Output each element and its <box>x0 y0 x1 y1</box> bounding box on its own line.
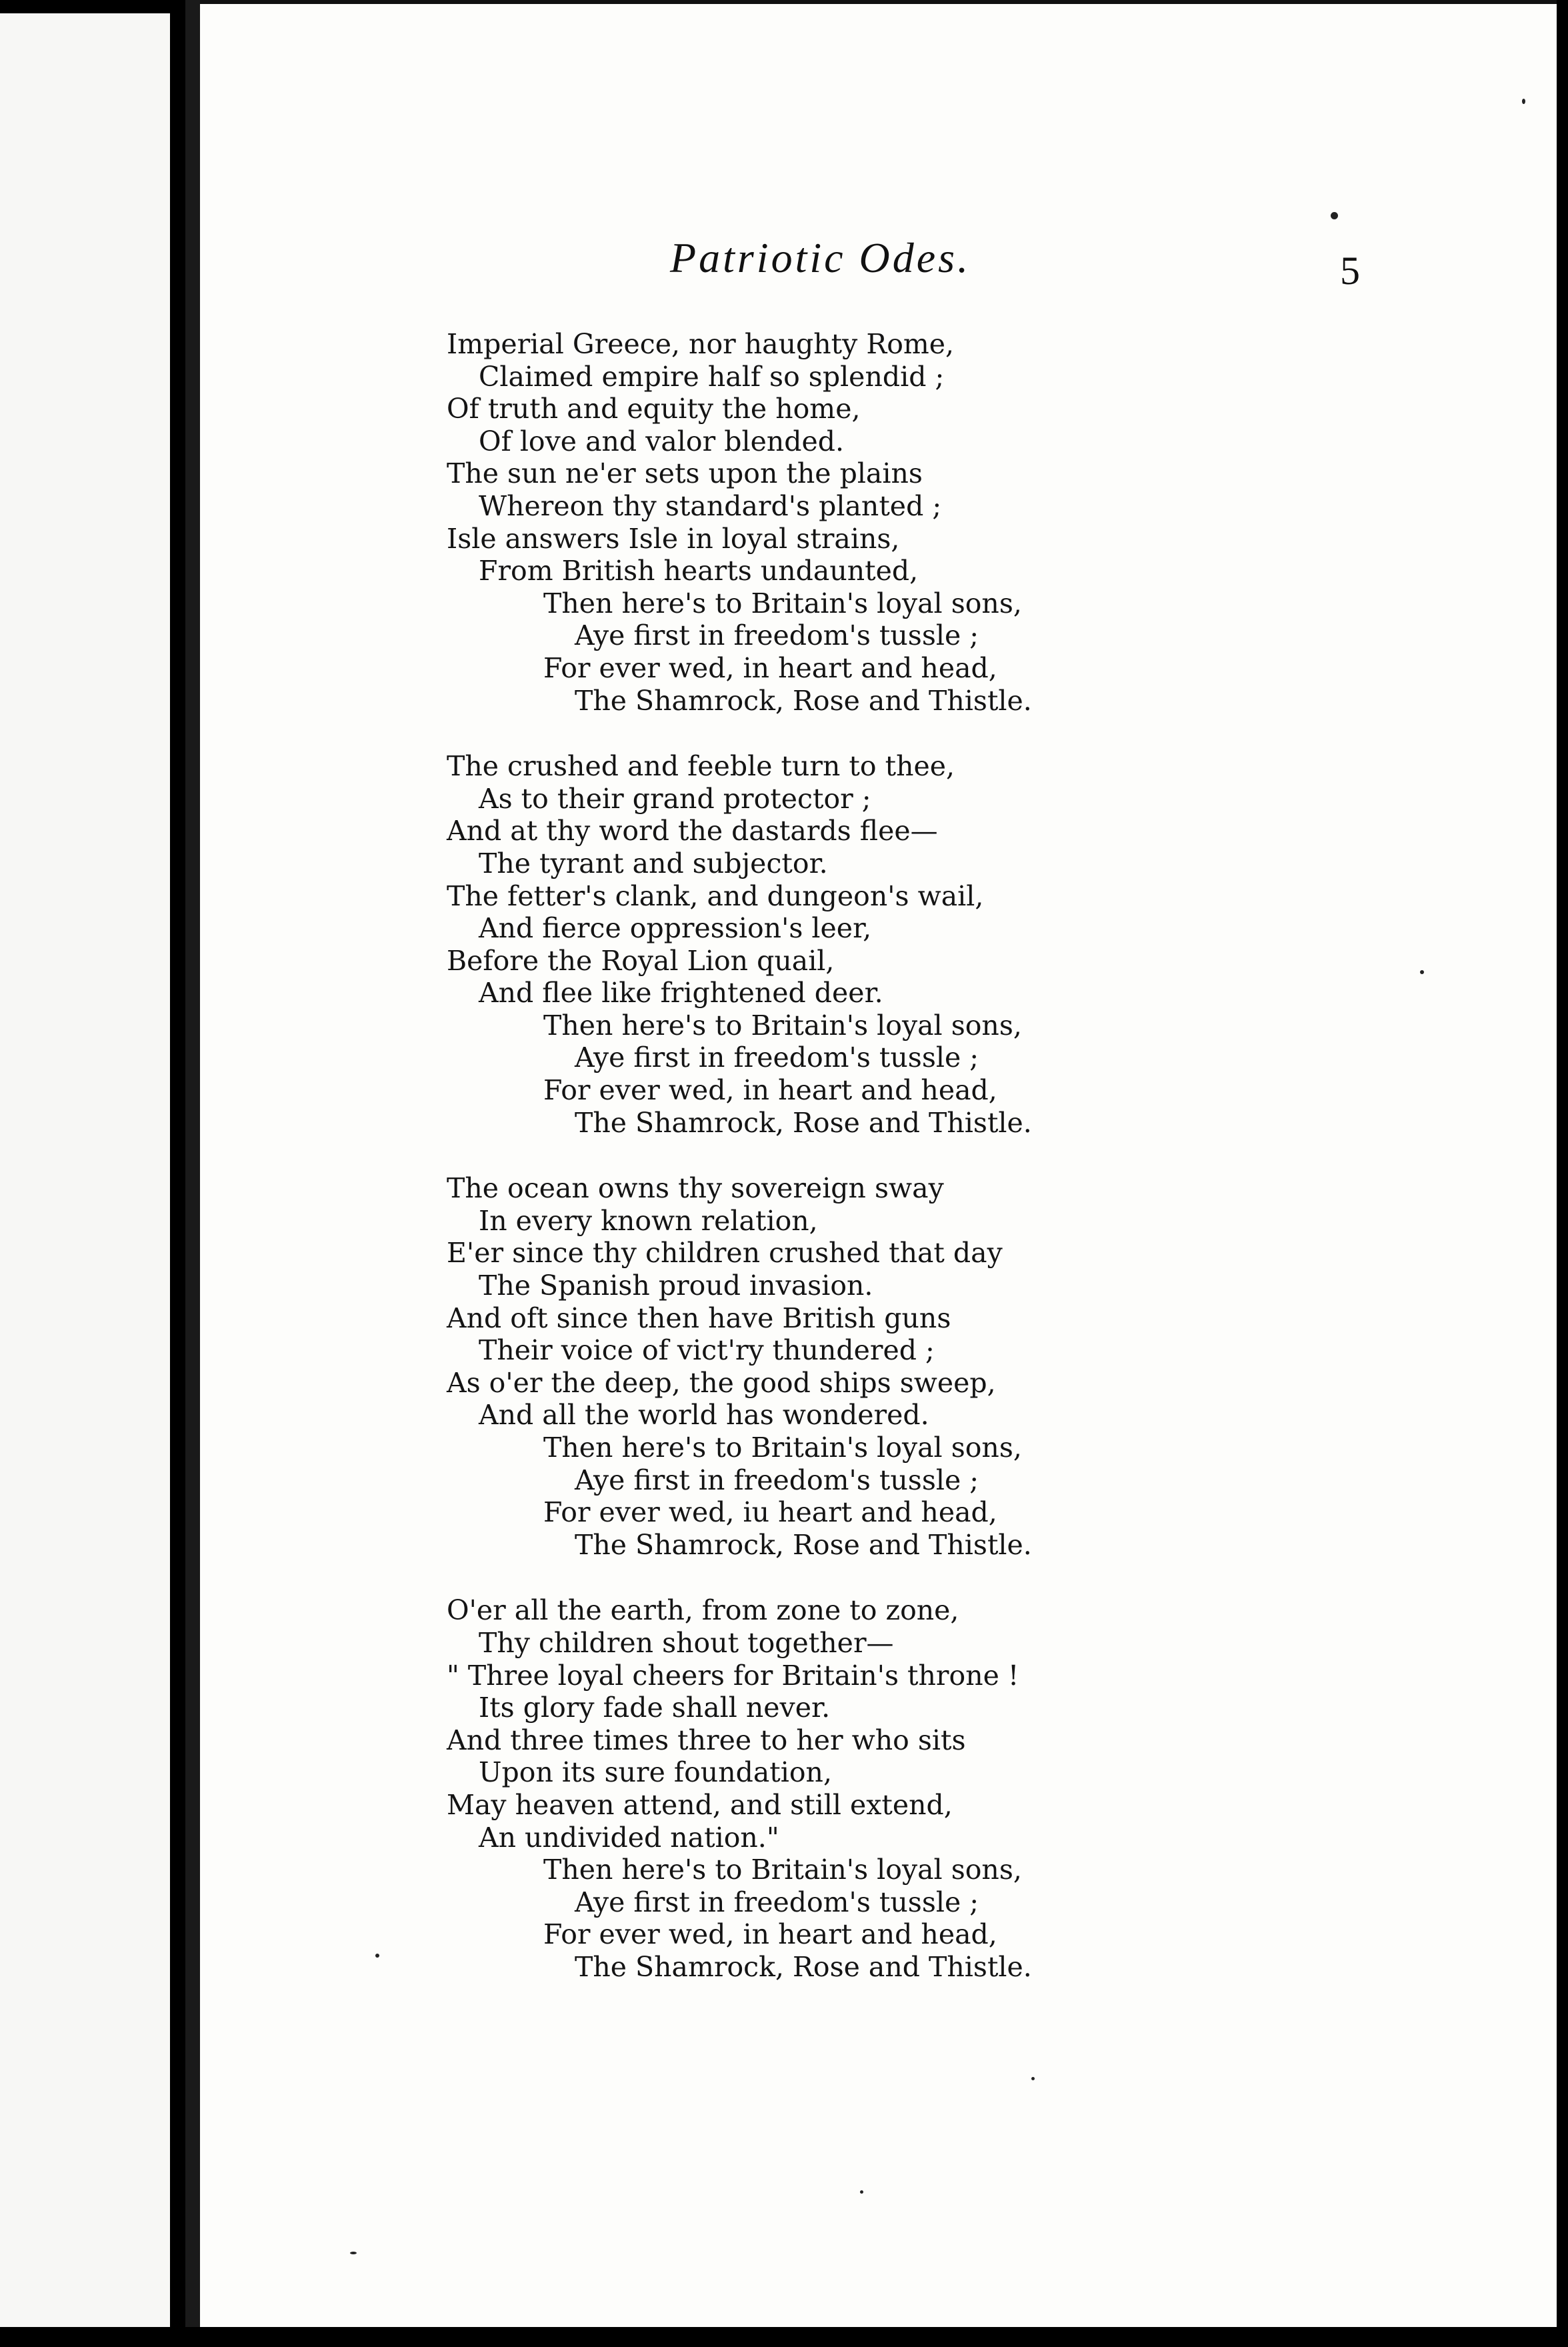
poem-line: And at thy word the dastards flee— <box>447 815 938 847</box>
poem-line: From British hearts undaunted, <box>479 555 919 587</box>
poem-line: Its glory fade shall never. <box>479 1692 831 1724</box>
poem-line: Isle answers Isle in loyal strains, <box>447 522 900 555</box>
bottom-border <box>0 2327 1568 2347</box>
poem-line: For ever wed, iu heart and head, <box>543 1496 997 1529</box>
scan-speck <box>1031 2077 1035 2080</box>
scan-speck <box>375 1954 379 1958</box>
scan-speck <box>860 2190 863 2194</box>
poem-line: And oft since then have British guns <box>447 1302 951 1334</box>
poem-line: As to their grand protector ; <box>479 782 871 815</box>
page-number: 5 <box>1340 249 1360 293</box>
poem-line: As o'er the deep, the good ships sweep, <box>447 1366 996 1399</box>
scan-speck <box>350 2252 357 2254</box>
stanza <box>447 1172 1393 1561</box>
poem-line: In every known relation, <box>479 1204 818 1237</box>
poem-line: The ocean owns thy sovereign sway <box>447 1172 944 1205</box>
poem-line: Claimed empire half so splendid ; <box>479 360 945 393</box>
poem-line: The sun ne'er sets upon the plains <box>447 457 923 490</box>
poem-line: Of truth and equity the home, <box>447 393 861 425</box>
poem-line: The Shamrock, Rose and Thistle. <box>575 1106 1032 1139</box>
poem-line: Then here's to Britain's loyal sons, <box>543 587 1022 619</box>
poem-line: And all the world has wondered. <box>479 1399 929 1432</box>
poem-line: For ever wed, in heart and head, <box>543 1918 997 1951</box>
poem-line: The crushed and feeble turn to thee, <box>447 750 955 783</box>
binding-spine <box>185 0 201 2327</box>
poem-line: Thy children shout together— <box>479 1626 894 1659</box>
poem-line: And flee like frightened deer. <box>479 977 883 1009</box>
poem-line: The Shamrock, Rose and Thistle. <box>575 1528 1032 1561</box>
poem-line: Aye first in freedom's tussle ; <box>575 1886 979 1918</box>
poem-line: Of love and valor blended. <box>479 425 845 457</box>
scan-speck <box>1420 970 1424 974</box>
poem-line: O'er all the earth, from zone to zone, <box>447 1594 959 1627</box>
poem-line: Then here's to Britain's loyal sons, <box>543 1009 1022 1041</box>
stanza <box>447 1594 1393 1983</box>
running-head: Patriotic Odes. <box>670 234 971 281</box>
poem-line: " Three loyal cheers for Britain's throne ! <box>447 1659 1019 1692</box>
poem-line: Then here's to Britain's loyal sons, <box>543 1854 1022 1886</box>
poem-line: Whereon thy standard's planted ; <box>479 489 942 522</box>
stanza <box>447 750 1393 1139</box>
stanza <box>447 328 1393 717</box>
poem-line: Then here's to Britain's loyal sons, <box>543 1432 1022 1464</box>
poem-body <box>447 328 1393 2017</box>
adjacent-page-edge <box>0 13 170 2334</box>
poem-line: And three times three to her who sits <box>447 1724 966 1756</box>
poem-line: Imperial Greece, nor haughty Rome, <box>447 328 955 360</box>
poem-line: The tyrant and subjector. <box>479 847 828 879</box>
poem-line: Before the Royal Lion quail, <box>447 944 835 977</box>
right-border <box>1557 0 1568 2347</box>
poem-line: For ever wed, in heart and head, <box>543 651 997 684</box>
poem-line: Their voice of vict'ry thundered ; <box>479 1334 935 1367</box>
poem-line: And fierce oppression's leer, <box>479 912 872 945</box>
poem-line: May heaven attend, and still extend, <box>447 1788 953 1821</box>
poem-line: The Shamrock, Rose and Thistle. <box>575 684 1032 717</box>
poem-line: The fetter's clank, and dungeon's wail, <box>447 879 984 912</box>
poem-line: E'er since thy children crushed that day <box>447 1237 1003 1270</box>
poem-line: The Shamrock, Rose and Thistle. <box>575 1950 1032 1983</box>
poem-line: The Spanish proud invasion. <box>479 1270 873 1302</box>
poem-line: For ever wed, in heart and head, <box>543 1074 997 1107</box>
poem-line: Aye first in freedom's tussle ; <box>575 1041 979 1074</box>
poem-line: Aye first in freedom's tussle ; <box>575 619 979 652</box>
poem-line: An undivided nation." <box>479 1821 779 1854</box>
scan-speck <box>1331 212 1338 219</box>
scan-speck <box>1522 99 1525 104</box>
poem-line: Upon its sure foundation, <box>479 1756 832 1789</box>
poem-line: Aye first in freedom's tussle ; <box>575 1464 979 1496</box>
left-margin <box>0 0 185 2347</box>
